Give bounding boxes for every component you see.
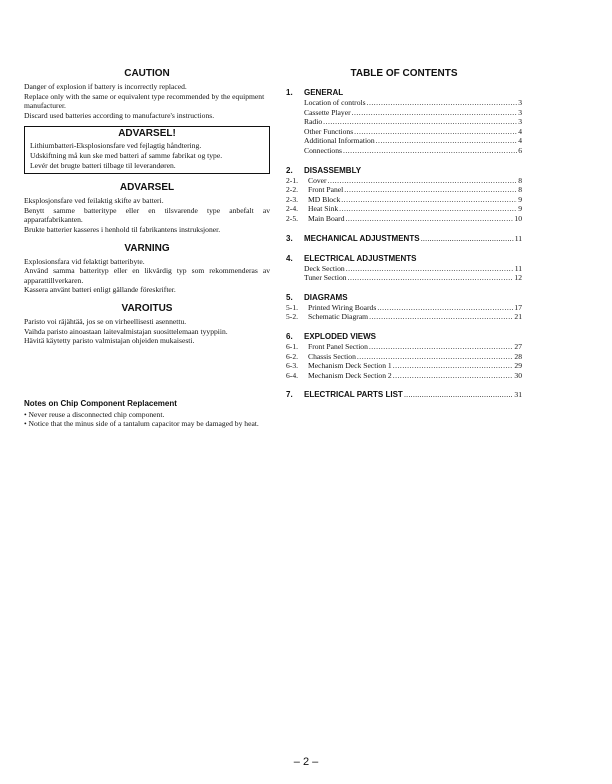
toc-section-label: GENERAL — [304, 88, 344, 97]
toc-leader-dots — [328, 176, 518, 186]
toc-entry[interactable] — [286, 195, 522, 205]
toc-entry[interactable] — [286, 312, 522, 322]
toc-page-number: 28 — [514, 351, 522, 361]
varoitus-title: VAROITUS — [121, 302, 173, 314]
toc-section-label: EXPLODED VIEWS — [304, 331, 377, 341]
toc-entry-number: 2-2. — [286, 185, 299, 195]
toc-page-number: 4 — [518, 136, 522, 146]
toc-entry-label: Schematic Diagram — [308, 312, 369, 322]
toc-entry-number: 2-1. — [286, 175, 299, 185]
toc-leader-dots — [354, 127, 517, 137]
toc-leader-dots — [367, 98, 518, 108]
toc-section — [286, 87, 522, 156]
caution-section — [24, 68, 270, 120]
toc-entry[interactable] — [286, 264, 522, 274]
toc-page-number: 21 — [514, 312, 522, 322]
toc-section-heading[interactable] — [286, 165, 522, 176]
toc-entry-number: 2-4. — [286, 204, 299, 214]
toc-entry[interactable] — [286, 136, 522, 146]
toc-entry-label: Cassette Player — [304, 107, 351, 117]
toc-entry-label: Tuner Section — [304, 273, 347, 283]
varning-line: Använd samma batterityp eller en likvärdig typ som rekommenderas av apparattillverkaren. — [24, 266, 270, 285]
toc-leader-dots — [357, 352, 514, 362]
toc-leader-dots — [339, 204, 517, 214]
toc-entry-label: Deck Section — [304, 263, 345, 273]
toc-entry[interactable] — [286, 185, 522, 195]
toc-page-number: 8 — [518, 185, 522, 195]
advarsel-danish-box — [24, 126, 270, 174]
advarsel-norwegian-line: Brukte batterier kasseres i henhold til fabrikantens instruksjoner. — [24, 224, 221, 234]
toc-page-number: 9 — [518, 204, 522, 214]
advarsel-danish-line: Udskiftning må kun ske med batteri af samme fabrikat og type. — [30, 150, 223, 160]
toc-entry[interactable] — [286, 352, 522, 362]
toc-section-heading[interactable] — [286, 331, 522, 342]
toc-entry-label: Connections — [304, 145, 342, 155]
advarsel-danish-line: Lithiumbatteri-Eksplosionsfare ved fejlagtig håndtering. — [30, 141, 202, 151]
toc-entry-label: Heat Sink — [308, 204, 339, 214]
page-number: – 2 – — [293, 756, 319, 768]
toc-page-number: 4 — [518, 126, 522, 136]
toc-leader-dots — [348, 273, 514, 283]
toc-page-number: 30 — [514, 370, 522, 380]
toc-section-number: 3. — [286, 233, 293, 243]
toc-entry-label: Front Panel Section — [308, 341, 368, 351]
toc-leader-dots — [344, 185, 517, 195]
chip-notes-section — [24, 399, 270, 429]
toc-entry[interactable] — [286, 342, 522, 352]
toc-section — [286, 389, 522, 400]
toc-page-number: 11 — [514, 233, 522, 243]
caution-line: Discard used batteries according to manufacture's instructions. — [24, 110, 215, 120]
toc-entry[interactable] — [286, 146, 522, 156]
toc-page-number: 31 — [514, 390, 522, 400]
advarsel-norwegian-section — [24, 182, 270, 234]
toc-entry-number: 6-1. — [286, 341, 299, 351]
toc-section-heading[interactable] — [286, 233, 522, 244]
toc-leader-dots — [369, 312, 513, 322]
toc-entry-number: 6-4. — [286, 370, 299, 380]
table-of-contents — [286, 68, 522, 400]
left-column — [24, 68, 270, 429]
toc-body — [286, 87, 522, 400]
toc-section-number: 2. — [286, 165, 293, 175]
toc-leader-dots — [393, 371, 514, 381]
toc-title: TABLE OF CONTENTS — [350, 68, 458, 79]
toc-entry-label: Additional Information — [304, 136, 375, 146]
toc-page-number: 17 — [514, 302, 522, 312]
toc-entry[interactable] — [286, 108, 522, 118]
toc-section-heading[interactable] — [286, 389, 522, 400]
toc-section-number: 5. — [286, 292, 293, 302]
toc-leader-dots — [421, 233, 514, 244]
toc-entry[interactable] — [286, 303, 522, 313]
toc-entry-label: Mechanism Deck Section 1 — [308, 361, 392, 371]
caution-line: Danger of explosion if battery is incorrectly replaced. — [24, 82, 187, 91]
toc-leader-dots — [352, 108, 518, 118]
toc-section-number: 7. — [286, 390, 293, 400]
chip-notes-title: Notes on Chip Component Replacement — [24, 398, 177, 408]
toc-leader-dots — [346, 214, 514, 224]
toc-page-number: 3 — [518, 98, 522, 107]
toc-entry-number: 2-5. — [286, 213, 299, 223]
toc-section — [286, 331, 522, 380]
toc-leader-dots — [377, 303, 513, 313]
toc-page-number: 29 — [514, 361, 522, 371]
toc-page-number: 3 — [518, 107, 522, 117]
toc-page-number: 6 — [518, 145, 522, 155]
toc-section — [286, 292, 522, 322]
toc-leader-dots — [404, 389, 514, 400]
toc-leader-dots — [369, 342, 514, 352]
toc-section-label: MECHANICAL ADJUSTMENTS — [304, 233, 420, 243]
toc-entry-label: Other Functions — [304, 126, 354, 136]
advarsel-danish-line: Levér det brugte batteri tilbage til leverandøren. — [30, 160, 176, 170]
toc-entry-number: 6-2. — [286, 351, 299, 361]
toc-entry[interactable] — [286, 361, 522, 371]
toc-page-number: 27 — [514, 341, 522, 351]
toc-entry-label: Cover — [308, 175, 327, 185]
toc-entry-label: Main Board — [308, 213, 345, 223]
advarsel-norwegian-line: Eksplosjonsfare ved feilaktig skifte av batteri. — [24, 196, 164, 206]
toc-entry-label: Location of controls — [304, 98, 366, 107]
toc-section-heading[interactable] — [286, 253, 522, 264]
toc-leader-dots — [376, 136, 518, 146]
varoitus-line: Paristo voi räjähtää, jos se on virheellisesti asennettu. — [24, 316, 187, 326]
toc-section-label: DIAGRAMS — [304, 292, 348, 302]
toc-entry[interactable] — [286, 127, 522, 137]
toc-section-number: 6. — [286, 331, 293, 341]
toc-entry-label: Mechanism Deck Section 2 — [308, 370, 392, 380]
toc-page-number: 12 — [514, 273, 522, 283]
toc-section — [286, 253, 522, 283]
toc-leader-dots — [346, 264, 514, 274]
varoitus-line: Hävitä käytetty paristo valmistajan ohjeiden mukaisesti. — [24, 336, 195, 346]
toc-entry[interactable] — [286, 98, 522, 108]
toc-entry-number: 5-2. — [286, 312, 299, 322]
toc-section-label: ELECTRICAL PARTS LIST — [304, 390, 403, 400]
toc-entry[interactable] — [286, 117, 522, 127]
toc-section-number: 4. — [286, 253, 293, 263]
advarsel-norwegian-line: Benytt samme batteritype eller en tilsvarende type anbefalt av apparatfabrikanten. — [24, 205, 270, 225]
toc-entry-number: 2-3. — [286, 194, 299, 204]
toc-entry-number: 5-1. — [286, 302, 299, 312]
toc-entry[interactable] — [286, 176, 522, 186]
toc-entry[interactable] — [286, 214, 522, 224]
toc-leader-dots — [343, 146, 517, 156]
toc-leader-dots — [323, 117, 517, 127]
toc-section-label: DISASSEMBLY — [304, 165, 362, 175]
varning-line: Explosionsfara vid felaktigt batteribyte. — [24, 256, 145, 266]
varning-line: Kassera använt batteri enligt gällande föreskrifter. — [24, 285, 176, 295]
toc-section — [286, 165, 522, 224]
toc-section-heading[interactable] — [286, 87, 522, 98]
varning-title: VARNING — [124, 242, 170, 254]
toc-leader-dots — [341, 195, 517, 205]
toc-page-number: 10 — [514, 213, 522, 223]
toc-entry[interactable] — [286, 204, 522, 214]
toc-entry-label: MD Block — [308, 194, 341, 204]
toc-section-label: ELECTRICAL ADJUSTMENTS — [304, 253, 417, 263]
varning-section — [24, 243, 270, 295]
caution-line: Replace only with the same or equivalent type recommended by the equipment manufacturer. — [24, 91, 265, 111]
toc-page-number: 9 — [518, 194, 522, 204]
toc-page-number: 11 — [514, 263, 522, 273]
toc-entry-label: Chassis Section — [308, 351, 356, 361]
advarsel-norwegian-title: ADVARSEL — [119, 182, 175, 194]
toc-section — [286, 233, 522, 244]
advarsel-danish-title: ADVARSEL! — [118, 128, 176, 140]
toc-page-number: 3 — [518, 117, 522, 127]
chip-notes-bullet: • Notice that the minus side of a tantalum capacitor may be damaged by heat. — [24, 419, 259, 429]
toc-entry-label: Front Panel — [308, 185, 344, 195]
toc-leader-dots — [393, 361, 514, 371]
toc-page-number: 8 — [518, 175, 522, 185]
toc-entry-label: Radio — [304, 117, 323, 127]
toc-entry-number: 6-3. — [286, 361, 299, 371]
toc-entry[interactable] — [286, 273, 522, 283]
chip-notes-bullet: • Never reuse a disconnected chip component. — [24, 409, 165, 419]
toc-section-heading[interactable] — [286, 292, 522, 303]
toc-entry[interactable] — [286, 371, 522, 381]
varoitus-section — [24, 303, 270, 346]
toc-entry-label: Printed Wiring Boards — [308, 302, 377, 312]
caution-title: CAUTION — [124, 68, 170, 79]
varoitus-line: Vaihda paristo ainoastaan laitevalmistajan suosittelemaan tyyppiin. — [24, 326, 228, 336]
toc-section-number: 1. — [286, 88, 293, 97]
